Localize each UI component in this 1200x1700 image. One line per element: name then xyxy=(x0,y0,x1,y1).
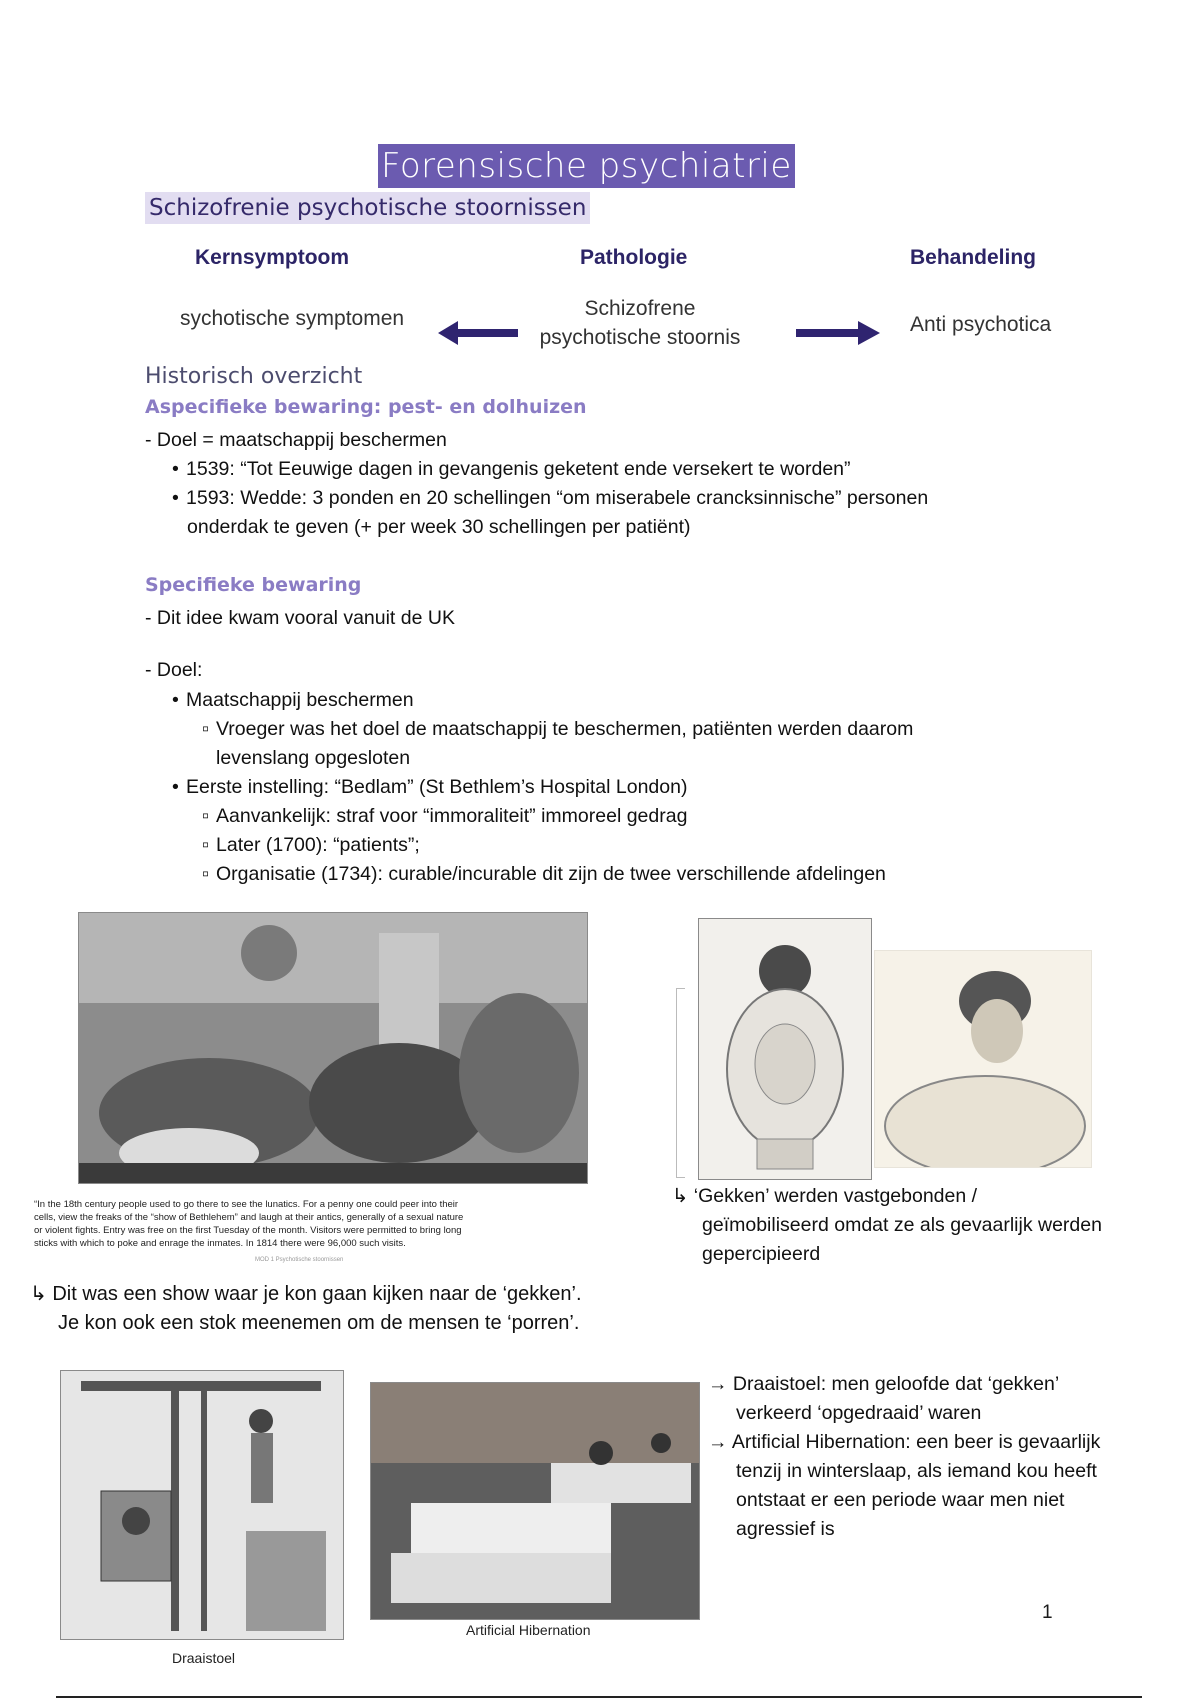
footer-divider xyxy=(56,1696,1142,1698)
draaistoel-note-line2: verkeerd ‘opgedraaid’ waren xyxy=(736,1402,982,1424)
bedlam-caption-line2: cells, view the freaks of the “show of Bethlehem” and laugh at their antics, generally of a sexual nature xyxy=(34,1212,464,1223)
page-subtitle: Schizofrenie psychotische stoornissen xyxy=(145,192,590,224)
bullet-icon: • xyxy=(172,458,179,480)
draaistoel-caption: Draaistoel xyxy=(172,1650,236,1666)
bullet-icon: • xyxy=(172,487,179,509)
specifiek-aanv-text: Aanvankelijk: straf voor “immoraliteit” immoreel gedrag xyxy=(216,805,688,827)
bullet-icon: • xyxy=(172,689,179,711)
aspecifiek-bullet-1-text: 1539: “Tot Eeuwige dagen in gevangenis geketent ende versekert te worden” xyxy=(186,458,851,480)
bedlam-caption-line3: or violent fights. Entry was free on the first Tuesday of the month. Visitors were permitted to bring long xyxy=(34,1225,462,1236)
hibernation-note-line1: → Artificial Hibernation: een beer is gevaarlijk xyxy=(708,1431,1101,1453)
gekken-note-line1: ↳ ‘Gekken’ werden vastgebonden / xyxy=(672,1185,978,1207)
kernsymptoom-value: sychotische symptomen xyxy=(180,307,405,330)
patient-portrait-image xyxy=(874,950,1092,1168)
header-kernsymptoom: Kernsymptoom xyxy=(195,246,350,269)
aspecifiek-heading: Aspecifieke bewaring: pest- en dolhuizen xyxy=(145,396,587,418)
sub-bullet-icon: ▫ xyxy=(202,718,209,740)
specifiek-vroeger-line1: Vroeger was het doel de maatschappij te beschermen, patiënten werden daarom xyxy=(216,718,914,740)
hibernation-note-line2: tenzij in winterslaap, als iemand kou heeft xyxy=(736,1460,1097,1482)
hibernation-note-line4: agressief is xyxy=(736,1518,835,1540)
specifiek-maat-text: Maatschappij beschermen xyxy=(186,689,414,711)
header-behandeling: Behandeling xyxy=(910,246,1037,269)
aspecifiek-bullet-2 xyxy=(172,484,928,513)
gekken-note-line3: gepercipieerd xyxy=(702,1243,821,1265)
bedlam-caption-line4: sticks with which to poke and enrage the inmates. In 1814 there were 96,000 such visits. xyxy=(34,1238,406,1249)
gekken-note xyxy=(672,1182,1102,1269)
specifiek-eerste-text: Eerste instelling: “Bedlam” (St Bethlem’s Hospital London) xyxy=(186,776,688,798)
aspecifiek-bullet-1 xyxy=(172,455,851,484)
specifiek-vroeger-line2: levenslang opgesloten xyxy=(216,747,411,769)
bedlam-caption-source: MOD 1 Psychotische stoornissen xyxy=(255,1257,344,1263)
hibernation-caption: Artificial Hibernation xyxy=(466,1622,591,1638)
specifiek-sub-vroeger xyxy=(202,715,913,744)
show-note-line2: Je kon ook een stok meenemen om de mensen te ‘porren’. xyxy=(58,1312,580,1334)
bedlam-caption-line1: “In the 18th century people used to go there to see the lunatics. For a penny one could peer into their xyxy=(34,1199,459,1210)
specifiek-bullet-maat xyxy=(172,686,414,715)
specifiek-sub-later xyxy=(202,831,420,860)
artificial-hibernation-image xyxy=(370,1382,700,1620)
aspecifiek-bullet-2-line1: 1593: Wedde: 3 ponden en 20 schellingen “om miserabele crancksinnische” personen xyxy=(186,487,929,509)
specifiek-line1: - Dit idee kwam vooral vanuit de UK xyxy=(145,607,455,629)
historisch-heading: Historisch overzicht xyxy=(145,364,363,389)
specifiek-heading: Specifieke bewaring xyxy=(145,574,362,596)
bullet-icon: • xyxy=(172,776,179,798)
pathologie-line1: Schizofrene xyxy=(584,297,696,320)
sub-bullet-icon: ▫ xyxy=(202,863,209,885)
draaistoel-image xyxy=(60,1370,344,1640)
gekken-note-line2: geïmobiliseerd omdat ze als gevaarlijk werden xyxy=(702,1214,1102,1236)
restrained-patient-image xyxy=(698,918,872,1180)
sub-bullet-icon: ▫ xyxy=(202,805,209,827)
hibernation-note-line3: ontstaat er een periode waar men niet xyxy=(736,1489,1065,1511)
aspecifiek-bullet-2-line2: onderdak te geven (+ per week 30 schellingen per patiënt) xyxy=(187,516,691,538)
show-note xyxy=(30,1280,582,1338)
specifiek-sub-org xyxy=(202,860,886,889)
page-title: Forensische psychiatrie xyxy=(378,144,795,188)
pathologie-value xyxy=(520,294,760,352)
specifiek-sub-aanv xyxy=(202,802,687,831)
specifiek-later-text: Later (1700): “patients”; xyxy=(216,834,420,856)
sub-bullet-icon: ▫ xyxy=(202,834,209,856)
specifiek-bullet-eerste xyxy=(172,773,687,802)
pathologie-line2: psychotische stoornis xyxy=(539,326,741,349)
aspecifiek-goal: - Doel = maatschappij beschermen xyxy=(145,429,447,451)
treatments-notes xyxy=(708,1370,1100,1544)
bedlam-engraving-image xyxy=(78,912,588,1184)
behandeling-value: Anti psychotica xyxy=(910,313,1052,336)
arrow-left-icon xyxy=(438,318,518,348)
bracket-decoration xyxy=(676,988,685,1178)
header-pathologie: Pathologie xyxy=(580,246,688,269)
specifiek-org-text: Organisatie (1734): curable/incurable dit zijn de twee verschillende afdelingen xyxy=(216,863,886,885)
specifiek-doel: - Doel: xyxy=(145,659,203,681)
page-number: 1 xyxy=(1042,1602,1053,1623)
bedlam-caption xyxy=(34,1198,614,1250)
arrow-right-icon xyxy=(796,318,880,348)
draaistoel-note-line1: → Draaistoel: men geloofde dat ‘gekken’ xyxy=(708,1373,1060,1395)
show-note-line1: ↳ Dit was een show waar je kon gaan kijken naar de ‘gekken’. xyxy=(30,1283,582,1305)
